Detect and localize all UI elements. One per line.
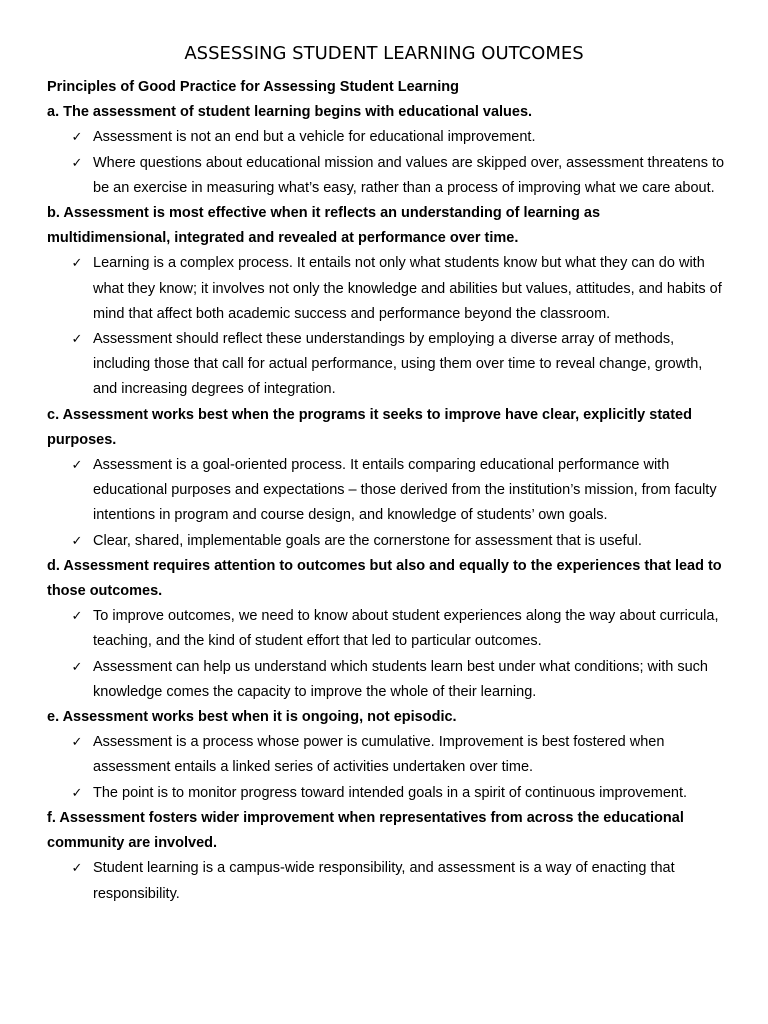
bullet-text: Assessment can help us understand which students learn best under what conditions; with such knowledge comes the capacity to improve the whole of their learning. bbox=[93, 658, 708, 700]
bullet-text: Assessment is not an end but a vehicle for educational improvement. bbox=[93, 129, 536, 146]
bullet-item bbox=[71, 251, 727, 327]
checkmark-icon: ✓ bbox=[71, 659, 83, 675]
bullet-item bbox=[71, 604, 727, 654]
bullet-text: Assessment should reflect these understandings by employing a diverse array of methods, including those that call for actual performance, using them over time to reveal change, growth, and increasing degrees of integration. bbox=[93, 331, 703, 398]
principle-bullet-list bbox=[47, 604, 727, 705]
bullet-text: Where questions about educational mission and values are skipped over, assessment threatens to be an exercise in measuring what’s easy, rather than a process of improving what we care about. bbox=[93, 154, 725, 196]
checkmark-icon: ✓ bbox=[71, 861, 83, 877]
bullet-text: Assessment is a process whose power is cumulative. Improvement is best fostered when assessment entails a linked series of activities undertaken over time. bbox=[93, 734, 665, 776]
checkmark-icon: ✓ bbox=[71, 785, 83, 801]
principle-heading: c. Assessment works best when the programs it seeks to improve have clear, explicitly stated purposes. bbox=[47, 406, 692, 448]
checkmark-icon: ✓ bbox=[71, 458, 83, 474]
bullet-text: Learning is a complex process. It entails not only what students know but what they can do with what they know; it involves not only the knowledge and abilities but values, attitudes, and habits of mind that affect both academic success and performance beyond the classroom. bbox=[93, 255, 722, 322]
checkmark-icon: ✓ bbox=[71, 256, 83, 272]
principle-bullet-list bbox=[47, 251, 727, 402]
principle-bullet-list bbox=[47, 730, 727, 806]
bullet-text: Clear, shared, implementable goals are the cornerstone for assessment that is useful. bbox=[93, 532, 642, 549]
checkmark-icon: ✓ bbox=[71, 533, 83, 549]
bullet-text: To improve outcomes, we need to know about student experiences along the way about curricula, teaching, and the kind of student effort that led to particular outcomes. bbox=[93, 608, 719, 650]
principle-bullet-list bbox=[47, 856, 727, 906]
bullet-text: Assessment is a goal-oriented process. It entails comparing educational performance with educational purposes and expectations – those derived from the institution’s mission, from faculty intentions in program and course design, and knowledge of students’ own goals. bbox=[93, 457, 717, 524]
principle-bullet-list bbox=[47, 453, 727, 554]
principle-heading: b. Assessment is most effective when it reflects an understanding of learning as multidimensional, integrated and revealed at performance over time. bbox=[47, 205, 601, 247]
bullet-text: The point is to monitor progress toward intended goals in a spirit of continuous improvement. bbox=[93, 784, 688, 801]
principle-bullet-list bbox=[47, 125, 727, 201]
principle-heading: d. Assessment requires attention to outcomes but also and equally to the experiences that lead to those outcomes. bbox=[47, 557, 722, 600]
checkmark-icon: ✓ bbox=[71, 735, 83, 751]
checkmark-icon: ✓ bbox=[71, 609, 83, 625]
principle-heading: e. Assessment works best when it is ongoing, not episodic. bbox=[47, 709, 457, 726]
checkmark-icon: ✓ bbox=[71, 332, 83, 348]
bullet-item bbox=[71, 453, 727, 529]
bullet-item bbox=[71, 327, 727, 403]
bullet-text: Student learning is a campus-wide responsibility, and assessment is a way of enacting that responsibility. bbox=[93, 860, 675, 902]
principle-heading: a. The assessment of student learning begins with educational values. bbox=[47, 104, 533, 121]
bullet-item bbox=[71, 529, 727, 554]
bullet-item bbox=[71, 730, 727, 780]
bullet-item bbox=[71, 151, 727, 201]
checkmark-icon: ✓ bbox=[71, 155, 83, 171]
principle-heading: f. Assessment fosters wider improvement when representatives from across the educational community are involved. bbox=[47, 809, 684, 852]
document-subtitle: Principles of Good Practice for Assessing Student Learning bbox=[47, 79, 459, 95]
bullet-item bbox=[71, 781, 727, 806]
document-title: ASSESSING STUDENT LEARNING OUTCOMES bbox=[184, 43, 584, 64]
document-body bbox=[47, 75, 727, 907]
bullet-item bbox=[71, 655, 727, 705]
bullet-item bbox=[71, 856, 727, 906]
bullet-item bbox=[71, 125, 727, 150]
checkmark-icon: ✓ bbox=[71, 130, 83, 146]
